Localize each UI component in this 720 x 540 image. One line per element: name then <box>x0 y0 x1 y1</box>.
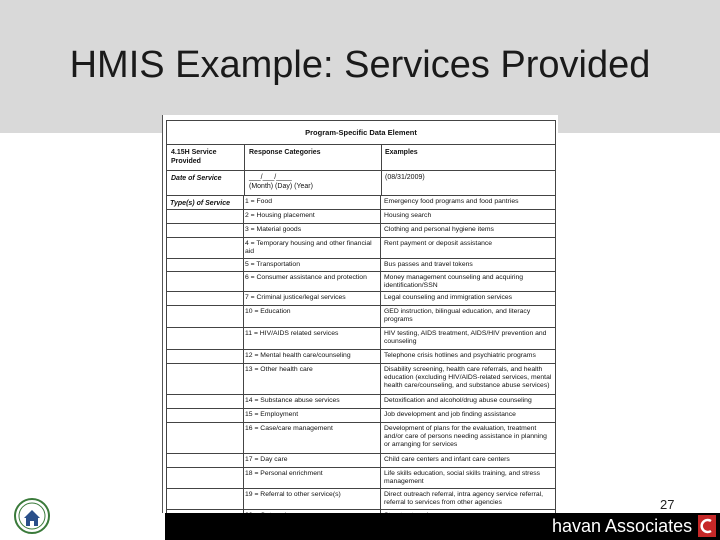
service-example: HIV testing, AIDS treatment, AIDS/HIV prevention and counseling <box>384 330 547 346</box>
table-row <box>166 238 556 259</box>
column-divider <box>555 196 556 524</box>
column-header-categories: Response Categories <box>249 149 321 156</box>
service-category: 14 = Substance abuse services <box>245 397 340 404</box>
service-example: Job development and job finding assistance <box>384 411 516 418</box>
page-number: 27 <box>660 497 675 512</box>
service-category: 12 = Mental health care/counseling <box>245 352 351 359</box>
column-divider <box>380 196 381 524</box>
service-example: Telephone crisis hotlines and psychiatric programs <box>384 352 536 359</box>
service-category: 17 = Day care <box>245 456 288 463</box>
service-data-element-table <box>162 115 558 540</box>
service-category: 18 = Personal enrichment <box>245 470 323 477</box>
service-category: 1 = Food <box>245 198 273 205</box>
type-of-service-label: Type(s) of Service <box>170 200 231 207</box>
column-header-examples: Examples <box>385 149 418 156</box>
date-of-service-row <box>166 171 556 196</box>
service-example: Bus passes and travel tokens <box>384 261 473 268</box>
column-divider <box>244 145 245 170</box>
service-example: Development of plans for the evaluation, treatment and/or care of persons needing assistance in planning or arranging for services <box>384 425 547 449</box>
service-example: GED instruction, bilingual education, and literacy programs <box>384 308 531 324</box>
date-format-legend: (Month) (Day) (Year) <box>249 183 313 190</box>
table-row <box>166 328 556 350</box>
service-category: 7 = Criminal justice/legal services <box>245 294 346 301</box>
service-example: Disability screening, health care referrals, and health education (excluding HIV/AIDS-related services, mental health care/counseling, and substance abuse services) <box>384 366 552 390</box>
service-example: Emergency food programs and food pantries <box>384 198 519 205</box>
service-category: 16 = Case/care management <box>245 425 333 432</box>
table-row <box>166 272 556 292</box>
table-row <box>166 489 556 510</box>
service-category: 2 = Housing placement <box>245 212 315 219</box>
service-category: 5 = Transportation <box>245 261 300 268</box>
footer-company-name: havan Associates <box>552 516 693 536</box>
column-headers <box>166 144 556 171</box>
table-row <box>166 395 556 409</box>
table-row <box>166 364 556 395</box>
table-row <box>166 454 556 468</box>
table-row <box>166 210 556 224</box>
hud-seal-logo <box>14 498 50 534</box>
column-divider <box>381 145 382 170</box>
table-row <box>166 292 556 306</box>
date-of-service-label: Date of Service <box>171 175 222 182</box>
table-row <box>166 350 556 364</box>
service-category: 4 = Temporary housing and other financial aid <box>245 240 372 256</box>
table-row <box>166 196 556 210</box>
table-row <box>166 409 556 423</box>
column-header-element: 4.15H Service Provided <box>171 149 217 165</box>
service-example: Rent payment or deposit assistance <box>384 240 493 247</box>
table-header: Program-Specific Data Element <box>166 120 556 144</box>
service-example: Direct outreach referral, intra agency service referral, referral to services from other agencies <box>384 491 544 507</box>
table-row <box>166 259 556 272</box>
column-divider <box>243 196 244 524</box>
service-example: Life skills education, social skills training, and stress management <box>384 470 541 486</box>
service-example: Legal counseling and immigration services <box>384 294 513 301</box>
service-category: 11 = HIV/AIDS related services <box>245 330 339 337</box>
slide-title: HMIS Example: Services Provided <box>69 44 651 86</box>
date-example: (08/31/2009) <box>385 174 425 181</box>
service-example: Child care centers and infant care centers <box>384 456 510 463</box>
column-divider <box>244 171 245 195</box>
company-mark-icon <box>698 515 716 537</box>
service-example: Housing search <box>384 212 432 219</box>
table-row <box>166 423 556 454</box>
table-row <box>166 224 556 238</box>
service-category: 15 = Employment <box>245 411 299 418</box>
table-row <box>166 468 556 489</box>
service-example: Clothing and personal hygiene items <box>384 226 494 233</box>
service-example: Money management counseling and acquiring identification/SSN <box>384 274 524 290</box>
service-category: 3 = Material goods <box>245 226 302 233</box>
service-category: 6 = Consumer assistance and protection <box>245 274 367 281</box>
service-category: 19 = Referral to other service(s) <box>245 491 341 498</box>
column-divider <box>381 171 382 195</box>
table-row <box>166 306 556 328</box>
date-format-line: ___/___/____ <box>249 174 292 181</box>
service-category: 13 = Other health care <box>245 366 313 373</box>
service-example: Detoxification and alcohol/drug abuse counseling <box>384 397 532 404</box>
column-divider <box>166 196 167 524</box>
service-category: 10 = Education <box>245 308 291 315</box>
